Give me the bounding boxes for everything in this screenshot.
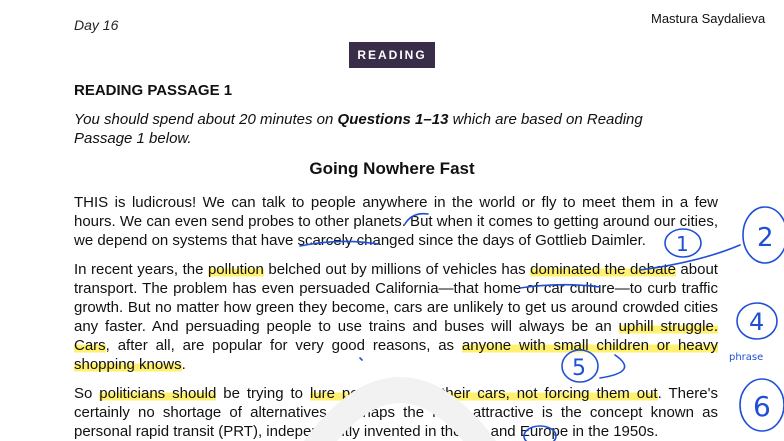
- passage-text: transport. The problem has even persuaded California—that home of car culture—to curb traffic: [74, 280, 718, 297]
- passage-line: [74, 193, 718, 212]
- passage-text: hours. We can even send probes to other planets. But when it comes to getting around our cities,: [74, 213, 718, 230]
- passage-text: , after all, are popular for very good reasons, as: [105, 337, 462, 354]
- circle-mark: [740, 379, 784, 431]
- passage-line: [74, 298, 718, 317]
- highlighted-text: shopping knows: [74, 356, 182, 373]
- circle-mark: [737, 303, 777, 339]
- passage-text: THIS is ludicrous! We can talk to people anywhere in the world or fly to meet them in a few: [74, 194, 718, 211]
- passage-title: Going Nowhere Fast: [309, 159, 475, 178]
- passage-text: certainly no shortage of alternatives. Perhaps the most attractive is the concept known as: [74, 404, 718, 421]
- passage-line: [74, 260, 718, 279]
- passage-text: So: [74, 385, 100, 402]
- section-badge: [349, 42, 435, 68]
- passage-heading: READING PASSAGE 1: [74, 82, 233, 99]
- passage-text: growth. But no matter how green they become, cars are unlikely to get us around crowded cities: [74, 299, 718, 316]
- highlighted-text: Cars: [74, 337, 106, 354]
- annotation-number: 4: [749, 308, 765, 336]
- instructions-line-1: [74, 110, 694, 129]
- passage-text: we depend on systems that have scarcely changed since the days of Gottlieb Daimler.: [74, 232, 646, 249]
- annotation-note: phrase: [729, 352, 764, 363]
- highlighted-text: uphill struggle.: [618, 318, 718, 335]
- passage-text: belched out by millions of vehicles has: [263, 261, 531, 278]
- passage-line: [74, 384, 718, 403]
- passage-text: about: [675, 261, 718, 278]
- day-label: Day 16: [74, 17, 119, 33]
- passage-line: [74, 336, 718, 355]
- highlighted-text: anyone with small children or heavy: [461, 337, 718, 354]
- highlighted-text: lure people out of their cars, not forcing them out: [309, 385, 658, 402]
- passage-text: . There's: [657, 385, 718, 402]
- passage-text: be trying to: [216, 385, 310, 402]
- passage-line: [74, 231, 718, 250]
- passage-text: personal rapid transit (PRT), independently invented in the US and Europe in the 1950s.: [74, 423, 659, 440]
- author-name: Mastura Saydalieva: [651, 11, 766, 26]
- instructions-text: You should spend about 20 minutes on: [74, 111, 338, 128]
- passage-text: any faster. And persuading people to use trains and buses will always be an: [74, 318, 619, 335]
- passage-line: [74, 355, 718, 374]
- instructions-text: which are based on Reading: [448, 111, 643, 128]
- section-badge-label: READING: [357, 48, 427, 62]
- passage-line: [74, 317, 718, 336]
- highlighted-text: pollution: [207, 261, 264, 278]
- annotation-number: 1: [676, 232, 689, 256]
- highlighted-text: dominated the debate: [530, 261, 676, 278]
- passage-line: [74, 403, 718, 422]
- circle-mark: [743, 207, 784, 263]
- annotation-number: 2: [757, 223, 774, 253]
- instructions-line-2: Passage 1 below.: [74, 130, 192, 147]
- passage-text: In recent years, the: [74, 261, 208, 278]
- passage-line: [74, 422, 718, 441]
- instructions-questions: Questions 1–13: [337, 111, 449, 128]
- passage-line: [74, 279, 718, 298]
- highlighted-text: politicians should: [99, 385, 217, 402]
- annotation-number: 6: [753, 390, 771, 423]
- instructions: [74, 110, 694, 148]
- passage-text: .: [181, 356, 186, 373]
- annotation-number: 5: [572, 356, 586, 381]
- passage-line: [74, 212, 718, 231]
